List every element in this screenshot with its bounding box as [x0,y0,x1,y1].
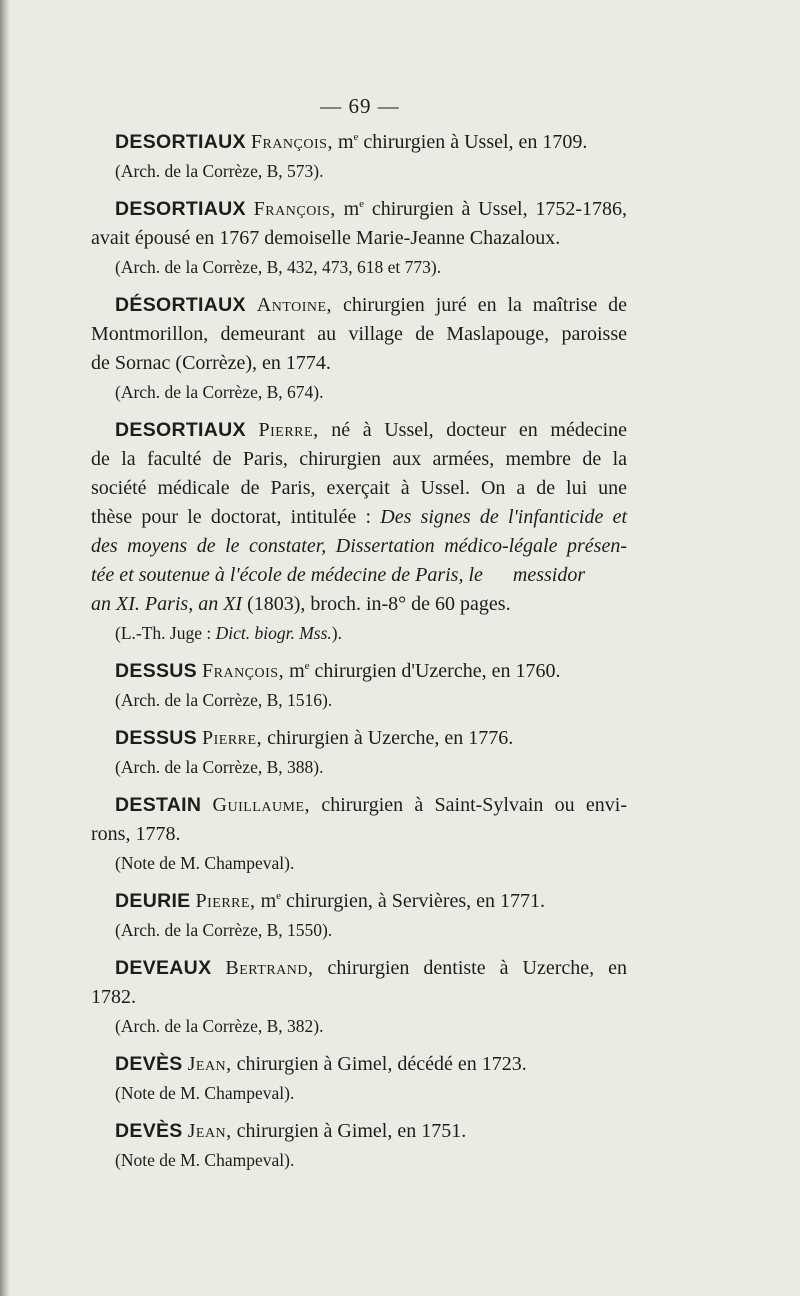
entry-text: (1803), broch. in-8° de 60 pages. [247,593,511,615]
entry-dessus-pierre [91,724,627,782]
entry-body-line: 1782. [91,986,136,1008]
entry-body-line: de Sornac (Corrèze), en 1774. [91,352,331,374]
entry-heading [91,954,627,983]
entry-title: m [337,131,354,153]
entry-title: m [343,198,360,220]
entry-body-line: Montmorillon, demeurant au village de Maslapouge, paroisse [91,323,627,345]
entry-desortiaux-francois-1709 [91,128,627,186]
entry-surname: DEVÈS [115,1120,183,1142]
entry-deurie-pierre [91,887,627,945]
entry-desortiaux-antoine [91,291,627,407]
entry-surname: DEVÈS [115,1053,183,1075]
entry-text: chirurgien, à Servières, en 1771. [286,890,546,912]
entry-body-line [91,503,627,532]
source-text: ). [331,623,342,643]
entry-given-name: François, [202,660,285,682]
entry-body-line: avait épousé en 1767 demoiselle Marie-Jeanne Chazaloux. [91,227,561,249]
entry-title-sup: e [304,660,310,672]
entry-given-name: Guillaume, [212,794,311,816]
entry-surname: DESSUS [115,727,197,749]
entry-body-line: rons, 1778. [91,823,181,845]
entry-source: (Arch. de la Corrèze, B, 432, 473, 618 et 773). [115,257,442,277]
source-text: (L.-Th. Juge : [115,623,212,643]
entry-heading [91,1050,627,1079]
entry-source: (Arch. de la Corrèze, B, 388). [115,757,324,777]
entry-source: (Arch. de la Corrèze, B, 674). [115,382,324,402]
entry-deveaux-bertrand [91,954,627,1041]
entry-text: chirurgien à Ussel, en 1709. [363,131,588,153]
entry-heading [91,657,627,686]
entry-given-name: Jean, [187,1120,232,1142]
entry-heading [91,128,627,157]
entry-heading [91,1117,627,1146]
entry-text: chirurgien juré en la maîtrise de [342,294,628,316]
entry-list [91,128,627,1184]
entry-body-line [91,561,627,590]
entry-deves-jean-1723 [91,1050,627,1108]
entry-body-line [91,590,627,619]
entry-desortiaux-pierre [91,416,627,648]
entry-source: (Arch. de la Corrèze, B, 1516). [115,690,333,710]
entry-heading [91,416,627,445]
entry-surname: DÉSORTIAUX [115,294,246,316]
entry-source [91,619,627,648]
entry-text: chirurgien à Uzerche, en 1776. [267,727,514,749]
entry-text: chirurgien dentiste à Uzerche, en [327,957,628,979]
thesis-title: tée et soutenue à l'école de médecine de Paris, le messidor [91,564,586,586]
entry-text: chirurgien d'Uzerche, en 1760. [314,660,561,682]
entry-surname: DEVEAUX [115,957,212,979]
entry-source: (Note de M. Champeval). [115,853,295,873]
entry-source: (Arch. de la Corrèze, B, 1550). [115,920,333,940]
entry-heading [91,887,627,916]
entry-given-name: Bertrand, [225,957,314,979]
entry-body-line [91,532,627,561]
page-number: — 69 — [320,94,400,118]
entry-body-line: société médicale de Paris, exerçait à Ussel. On a de lui une [91,477,627,499]
entry-heading [91,724,627,753]
thesis-title: des moyens de le constater, Dissertation médico-légale présen- [91,535,627,557]
entry-surname: DEURIE [115,890,191,912]
entry-title-sup: e [359,198,365,210]
entry-title-sup: e [353,131,359,143]
thesis-title: Des signes de l'infanticide et [380,506,628,528]
entry-body-line: de la faculté de Paris, chirurgien aux armées, membre de la [91,448,627,470]
entry-source: (Note de M. Champeval). [115,1150,295,1170]
entry-given-name: Antoine, [256,294,333,316]
entry-given-name: Jean, [187,1053,232,1075]
entry-dessus-francois [91,657,627,715]
entry-given-name: Pierre, [195,890,256,912]
entry-heading [91,195,627,224]
entry-surname: DESORTIAUX [115,131,246,153]
entry-source: (Arch. de la Corrèze, B, 382). [115,1016,324,1036]
entry-source: (Arch. de la Corrèze, B, 573). [115,161,324,181]
entry-desortiaux-francois-1752 [91,195,627,282]
entry-destain-guillaume [91,791,627,878]
entry-text: chirurgien à Gimel, en 1751. [236,1120,467,1142]
entry-source: (Note de M. Champeval). [115,1083,295,1103]
entry-text: chirurgien à Ussel, 1752-1786, [371,198,628,220]
entry-text: chirurgien à Saint-Sylvain ou envi- [321,794,628,816]
entry-title: m [289,660,305,682]
entry-given-name: Pierre, [202,727,263,749]
entry-heading [91,291,627,320]
thesis-title: an XI. Paris, an XI [91,593,243,615]
entry-text: thèse pour le doctorat, intitulée : [91,506,372,528]
entry-surname: DESORTIAUX [115,198,246,220]
entry-heading [91,791,627,820]
entry-deves-jean-1751 [91,1117,627,1175]
entry-text: né à Ussel, docteur en médecine [331,419,628,441]
entry-text: chirurgien à Gimel, décédé en 1723. [236,1053,527,1075]
entry-given-name: François, [250,131,333,153]
source-title: Dict. biogr. Mss. [215,623,332,643]
entry-given-name: François, [253,198,336,220]
entry-title: m [260,890,277,912]
entry-surname: DESTAIN [115,794,202,816]
entry-given-name: Pierre, [258,419,319,441]
entry-surname: DESORTIAUX [115,419,246,441]
entry-surname: DESSUS [115,660,197,682]
entry-title-sup: e [276,890,282,902]
